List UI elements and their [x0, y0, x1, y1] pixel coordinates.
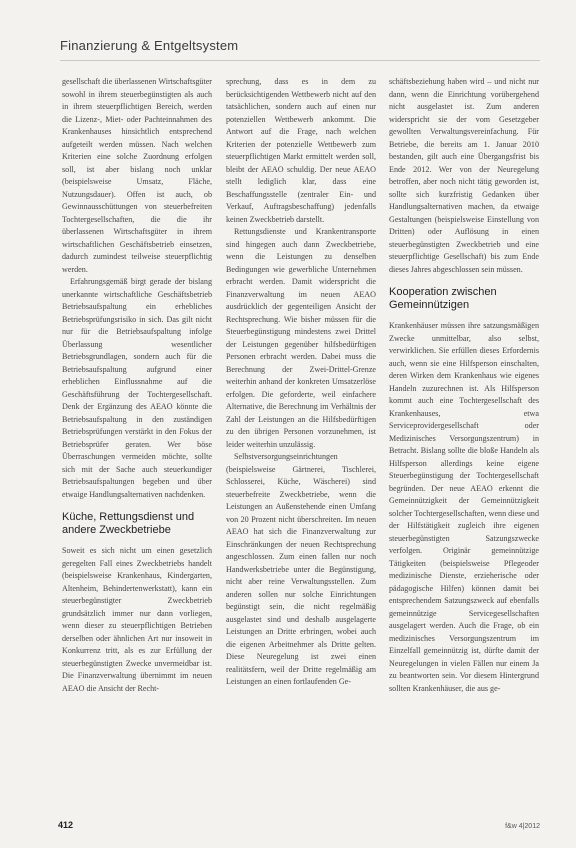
paragraph: Selbstversorgungseinrichtungen (beispielsweise Gärtnerei, Tischlerei, Schlosserei, Küche, Wäscherei) sind steuerbefreite Zweckbetriebe, wenn die Leistungen an Außenstehende einen Umfang von 20 Prozent nicht überschreiten. Im neuen AEAO hat sich die Finanzverwaltung zur Einschränkungen der neuen Rechtsprechung angeschlossen. Zum einen fallen nur noch Handwerksbetriebe unter die Begünstigung, nicht aber reine Verwaltungsstellen. Zum anderen sollen nur solche Einrichtungen begünstigt sein, die nicht regelmäßig ausgelastet sind und deshalb ausgelagerte Leistungen an Dritte erbringen, wobei auch die eigenen Arbeitnehmer als Dritte gelten. Diese Neuregelung ist zwei einen realitätsfern, weil der Dritte regelmäßig am Leistungen an einen fortlaufenden Ge- — [226, 452, 376, 686]
section-header: Finanzierung & Entgeltsystem — [60, 38, 239, 53]
paragraph: gesellschaft die überlassenen Wirtschaftsgüter sowohl in ihrem steuerbegünstigten als auch in ihrem steuerpflichtigen Bereich, werden die Lizenz-, Miet- oder Pachteinnahmen des Krankenhauses hinsichtlich entsprechend aufgeteilt werden müssen. Nach welchen Kriterien eine solche Zuordnung erfolgen soll, ist aber bislang noch unklar (beispielsweise Umsatz, Fläche, Nutzungsdauer). Offen ist auch, ob Gewinnausschüttungen von steuerbefreiten Tochtergesellschaften, die die ihr überlassenen Wirtschaftsgüter in ihrem wirtschaftlichen Geschäftsbetrieb einsetzen, dadurch zumindest teilweise steuerpflichtig werden. — [62, 77, 212, 274]
column-1 — [62, 76, 212, 695]
paragraph: Soweit es sich nicht um einen gesetzlich geregelten Fall eines Zweckbetriebs handelt (beispielsweise Krankenhaus, Kindergarten, Altenheim, Behindertenwerkstatt), kann ein steuerbegünstigter Zweckbetrieb grundsätzlich immer nur dann vorliegen, wenn dieser zu steuerpflichtigen Betrieben derselben oder ähnlichen Art nur insoweit in Konkurrenz tritt, als es zur Erfüllung der steuerbegünstigten Zwecke unvermeidbar ist. Die Finanzverwaltung übernimmt im neuen AEAO die Ansicht der Recht- — [62, 546, 212, 693]
column-3 — [389, 76, 539, 695]
subheading: Kooperation zwischen Gemeinnützigen — [389, 286, 497, 311]
page-number: 412 — [58, 820, 74, 830]
paragraph: schäftsbeziehung haben wird – und nicht nur dann, wenn die Einrichtung vorübergehend nicht ausgelastet ist. Zum anderen widerspricht sie der vom Gesetzgeber gewollten Verwaltungsvereinfachung. Für Betriebe, die bereits am 1. Januar 2010 bestanden, gilt auch eine Übergangsfrist bis Ende 2012. Wer von der Neuregelung betroffen, aber noch nicht tätig geworden ist, sollte sich kurzfristig Gedanken über Handlungsalternativen machen, da etwaige Gestaltungen (beispielsweise Einstellung von Dritten) oder Auflösung in einen steuerbegünstigten Zweckbetrieb und eine steuerpflichtige Gesellschaft) bis zum Ende dieses Jahres abgeschlossen sein müssen. — [389, 77, 539, 274]
paragraph: Rettungsdienste und Krankentransporte sind hingegen auch dann Zweckbetriebe, wenn die Leistungen zu denselben Bedingungen wie gewerbliche Unternehmen erbracht werden. Damit widerspricht die Finanzverwaltung im neuen AEAO ausdrücklich der gegenteiligen Ansicht der Rechtsprechung. Wie bisher müssen für die Steuerbegünstigung mindestens zwei Drittel der Leistungen gegenüber hilfsbedürftigen Personen erbracht werden. Dabei muss die Berechnung der Zwei-Drittel-Grenze weiterhin anhand der konkreten Umsatzerlöse erfolgen. Die geforderte, weil einfachere Alternative, die Berechnung im Verhältnis der Zahl der Leistungen an die Hilfsbedürftigen zu den übrigen Personen vorzunehmen, ist leider weiterhin unzulässig. — [226, 227, 376, 449]
column-2 — [226, 76, 376, 689]
issue-label: f&w 4|2012 — [505, 823, 540, 830]
paragraph: sprechung, dass es in dem zu berücksichtigenden Wettbewerb nicht auf den tatsächlichen, sondern auch auf einen nur potenziellen Wettbewerb ankommt. Die Antwort auf die Frage, nach welchen Kriterien der potenzielle Wettbewerb zum steuerpflichtigen Markt ermittelt werden soll, bleibt der AEAO schuldig. Der neue AEAO stellt lediglich klar, dass eine Beschaffungsstelle (zentraler Ein- und Verkauf, Auftragsbeschaffung) jedenfalls keinen Zweckbetrieb darstellt. — [226, 77, 376, 224]
paragraph: Krankenhäuser müssen ihre satzungsmäßigen Zwecke unmittelbar, also selbst, verwirklichen. Sie erfüllen dieses Erfordernis auch, wenn sie eine Hilfsperson einschalten, deren Wirken dem Krankenhaus wie eigenes Handeln zuzurechnen ist. Als Hilfsperson kommt auch eine Tochtergesellschaft des Krankenhauses, etwa Serviceprovidergesellschaft oder Medizinisches Versorgungszentrum) in Betracht. Bislang sollte die bloße Handeln als Hilfsperson allerdings keine eigene Steuerbegünstigung der Tochtergesellschaft begründen. Der neue AEAO erkennt die Gemeinnützigkeit der Gemeinnützigkeit solcher Tochtergesellschaften, wenn diese und der Hilfstätigkeit zugleich ihre eigenen steuerbegünstigten Satzungszwecke verfolgen. Originär gemeinnützige Tätigkeiten (beispielsweise Pflegeoder medizinische Dienste, erzieherische oder pädagogische Hilfen) können damit bei entsprechendem Satzungszweck auf ebenfalls gemeinnützige Servicegesellschaften ausgelagert werden. Auch die Frage, ob ein medizinisches Versorgungszentrum im Einzelfall gemeinnützig ist, dürfte damit der Neuregelungen in vielen Fällen nur einem Ja zu beantworten sein. Vor diesem Hintergrund sollten Krankenhäuser, die aus ge- — [389, 321, 539, 693]
subheading: Küche, Rettungsdienst und andere Zweckbetriebe — [62, 511, 195, 536]
header-rule — [60, 60, 540, 61]
paragraph: Erfahrungsgemäß birgt gerade der bislang unerkannte wirtschaftliche Geschäftsbetrieb Betriebsaufspaltung ein erhebliches Betriebsprüfungsrisiko in sich. Das gilt nicht nur für die Betriebsaufspaltung infolge Überlassung wesentlicher Betriebsgrundlagen, sondern auch für die Betriebsaufspaltung aufgrund einer erheblichen Einflussnahme auf die Geschäftsführung der Tochtergesellschaft. Denk der Ergänzung des AEAO könnte die Betriebsaufspaltung in den zuständigen Betriebsprüfungen verstärkt in den Fokus der Betriebsprüfer geraten. Wer böse Überraschungen vermeiden möchte, sollte sich mit der Sache auch steuerkundiger Betriebsaufspaltungen begeben und über etwaige Handlungsalternativen nachdenken. — [62, 277, 212, 499]
